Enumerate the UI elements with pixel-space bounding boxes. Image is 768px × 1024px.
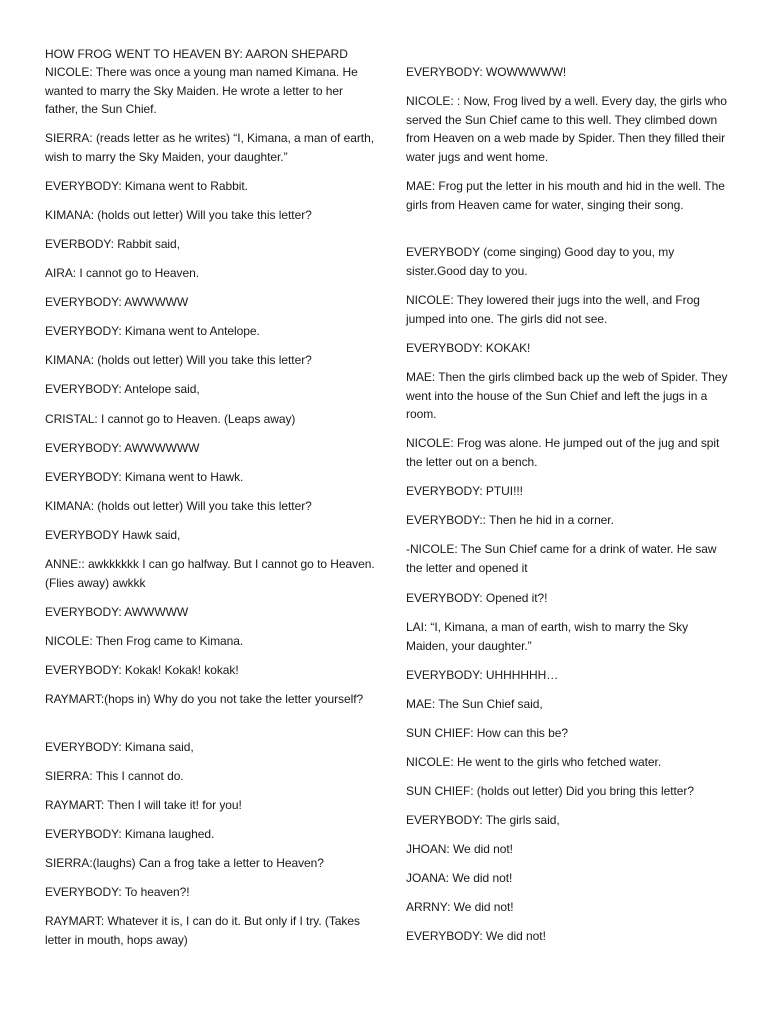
script-paragraph: NICOLE: : Now, Frog lived by a well. Every day, the girls who served the Sun Chief came to this well. They climbed down from Heaven on a web made by Spider. Then they filled their water jugs and went home. xyxy=(406,94,727,165)
script-paragraph: KIMANA: (holds out letter) Will you take this letter? xyxy=(45,499,312,513)
script-paragraph: EVERYBODY:: Then he hid in a corner. xyxy=(406,513,614,527)
script-paragraph: MAE: Frog put the letter in his mouth and hid in the well. The girls from Heaven came for water, singing their song. xyxy=(406,179,725,212)
script-paragraph: EVERBODY: Rabbit said, xyxy=(45,237,180,251)
script-paragraph: EVERYBODY: Antelope said, xyxy=(45,382,200,396)
script-paragraph: EVERYBODY Hawk said, xyxy=(45,528,181,542)
script-paragraph: SUN CHIEF: How can this be? xyxy=(406,726,569,740)
script-paragraph: EVERYBODY: WOWWWWW! xyxy=(406,65,567,79)
script-paragraph: EVERYBODY: Kimana said, xyxy=(45,740,194,754)
script-paragraph: KIMANA: (holds out letter) Will you take this letter? xyxy=(45,353,312,367)
script-paragraph: EVERYBODY: Kimana went to Hawk. xyxy=(45,470,244,484)
script-paragraph: EVERYBODY: KOKAK! xyxy=(406,341,531,355)
script-paragraph: EVERYBODY: UHHHHHH… xyxy=(406,668,559,682)
script-paragraph: EVERYBODY: Kimana laughed. xyxy=(45,827,215,841)
script-paragraph: ANNE:: awkkkkkk I can go halfway. But I cannot go to Heaven. (Flies away) awkkk xyxy=(45,557,375,590)
script-paragraph: SUN CHIEF: (holds out letter) Did you bring this letter? xyxy=(406,784,694,798)
script-paragraph: NICOLE: Frog was alone. He jumped out of the jug and spit the letter out on a bench. xyxy=(406,436,720,469)
script-paragraph: EVERYBODY: Opened it?! xyxy=(406,591,548,605)
script-paragraph: RAYMART: Whatever it is, I can do it. But only if I try. (Takes letter in mouth, hops away) xyxy=(45,914,360,947)
script-paragraph: -NICOLE: The Sun Chief came for a drink of water. He saw the letter and opened it xyxy=(406,542,717,575)
script-paragraph: NICOLE: There was once a young man named Kimana. He wanted to marry the Sky Maiden. He wrote a letter to her father, the Sun Chief. xyxy=(45,65,358,117)
script-paragraph: JHOAN: We did not! xyxy=(406,842,513,856)
script-paragraph: EVERYBODY: To heaven?! xyxy=(45,885,190,899)
script-paragraph: MAE: Then the girls climbed back up the web of Spider. They went into the house of the Sun Chief and left the jugs in a room. xyxy=(406,370,728,422)
page-title: HOW FROG WENT TO HEAVEN BY: AARON SHEPARD xyxy=(45,47,348,61)
script-paragraph: NICOLE: Then Frog came to Kimana. xyxy=(45,634,244,648)
script-paragraph: EVERYBODY: AWWWWWW xyxy=(45,441,200,455)
script-paragraph: EVERYBODY (come singing) Good day to you, my sister.Good day to you. xyxy=(406,245,675,278)
script-paragraph: EVERYBODY: AWWWWW xyxy=(45,295,189,309)
script-paragraph: EVERYBODY: AWWWWW xyxy=(45,605,189,619)
script-paragraph: ARRNY: We did not! xyxy=(406,900,514,914)
script-paragraph: EVERYBODY: Kimana went to Rabbit. xyxy=(45,179,248,193)
script-paragraph: EVERYBODY: The girls said, xyxy=(406,813,560,827)
script-paragraph: MAE: The Sun Chief said, xyxy=(406,697,543,711)
script-paragraph: EVERYBODY: We did not! xyxy=(406,929,546,943)
script-paragraph: RAYMART: Then I will take it! for you! xyxy=(45,798,242,812)
script-paragraph: SIERRA: This I cannot do. xyxy=(45,769,184,783)
script-paragraph: EVERYBODY: Kokak! Kokak! kokak! xyxy=(45,663,239,677)
script-paragraph: JOANA: We did not! xyxy=(406,871,513,885)
script-paragraph: AIRA: I cannot go to Heaven. xyxy=(45,266,200,280)
script-paragraph: SIERRA:(laughs) Can a frog take a letter to Heaven? xyxy=(45,856,324,870)
script-paragraph: CRISTAL: I cannot go to Heaven. (Leaps away) xyxy=(45,412,296,426)
script-paragraph: LAI: “I, Kimana, a man of earth, wish to marry the Sky Maiden, your daughter.” xyxy=(406,620,689,653)
script-paragraph: EVERYBODY: Kimana went to Antelope. xyxy=(45,324,260,338)
script-paragraph: NICOLE: They lowered their jugs into the well, and Frog jumped into one. The girls did not see. xyxy=(406,293,700,326)
script-paragraph: NICOLE: He went to the girls who fetched water. xyxy=(406,755,662,769)
script-paragraph: KIMANA: (holds out letter) Will you take this letter? xyxy=(45,208,312,222)
script-paragraph: SIERRA: (reads letter as he writes) “I, Kimana, a man of earth, wish to marry the Sky Maiden, your daughter.” xyxy=(45,131,374,164)
script-paragraph: EVERYBODY: PTUI!!! xyxy=(406,484,523,498)
script-paragraph: RAYMART:(hops in) Why do you not take the letter yourself? xyxy=(45,692,364,706)
